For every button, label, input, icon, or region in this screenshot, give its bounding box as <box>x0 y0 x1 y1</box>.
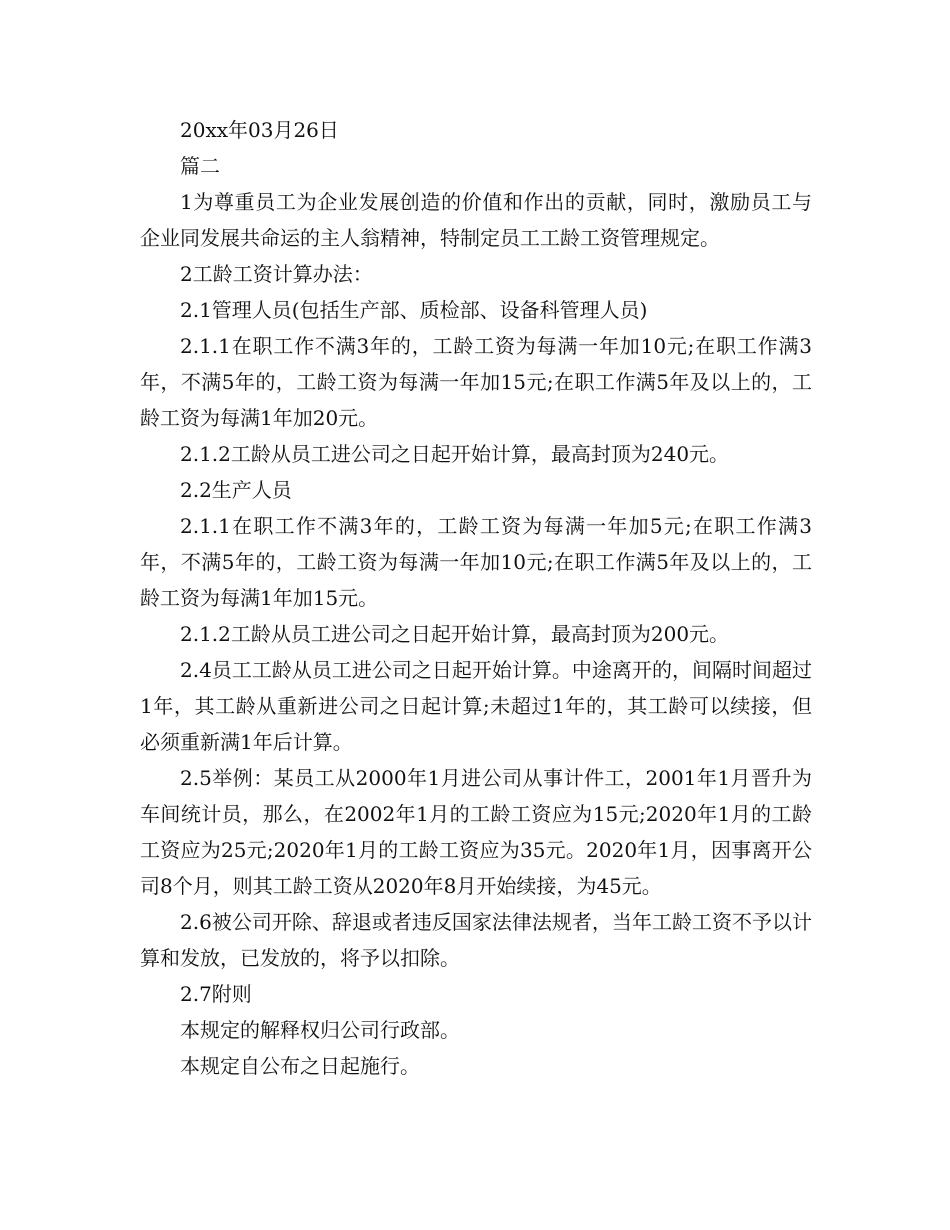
paragraph-seniority-rule: 2.4员工工龄从员工进公司之日起开始计算。中途离开的，间隔时间超过1年，其工龄从重新进公司之日起计算;未超过1年的，其工龄可以续接，但必须重新满1年后计算。 <box>140 658 812 754</box>
paragraph-interpretation: 本规定的解释权归公司行政部。 <box>180 1018 460 1042</box>
date-line: 20xx年03月26日 <box>180 118 339 142</box>
paragraph-purpose: 1为尊重员工为企业发展创造的价值和作出的贡献，同时，激励员工与企业同发展共命运的主人翁精神，特制定员工工龄工资管理规定。 <box>140 190 812 250</box>
section-heading: 篇二 <box>180 154 220 178</box>
paragraph-calculation-heading: 2工龄工资计算办法： <box>180 262 373 286</box>
paragraph-production-heading: 2.2生产人员 <box>180 478 292 502</box>
paragraph-production-rule-2: 2.1.2工龄从员工进公司之日起开始计算，最高封顶为200元。 <box>180 622 730 646</box>
paragraph-management-rule-1: 2.1.1在职工作不满3年的，工龄工资为每满一年加10元;在职工作满3年，不满5年的，工龄工资为每满一年加15元;在职工作满5年及以上的，工龄工资为每满1年加20元。 <box>140 334 812 430</box>
paragraph-management-rule-2: 2.1.2工龄从员工进公司之日起开始计算，最高封顶为240元。 <box>180 442 730 466</box>
document-body <box>140 112 812 1084</box>
paragraph-effective-date: 本规定自公布之日起施行。 <box>180 1054 420 1078</box>
paragraph-dismissal-rule: 2.6被公司开除、辞退或者违反国家法律法规者，当年工龄工资不予以计算和发放，已发放的，将予以扣除。 <box>140 910 812 970</box>
paragraph-appendix-heading: 2.7附则 <box>180 982 252 1006</box>
paragraph-management-heading: 2.1管理人员(包括生产部、质检部、设备科管理人员) <box>180 298 648 322</box>
paragraph-production-rule-1: 2.1.1在职工作不满3年的，工龄工资为每满一年加5元;在职工作满3年，不满5年的，工龄工资为每满一年加10元;在职工作满5年及以上的，工龄工资为每满1年加15元。 <box>140 514 812 610</box>
paragraph-example: 2.5举例：某员工从2000年1月进公司从事计件工，2001年1月晋升为车间统计员，那么，在2002年1月的工龄工资应为15元;2020年1月的工龄工资应为25元;2020年1月的工龄工资应为35元。2020年1月，因事离开公司8个月，则其工龄工资从2020年8月开始续接，为45元。 <box>140 766 812 898</box>
